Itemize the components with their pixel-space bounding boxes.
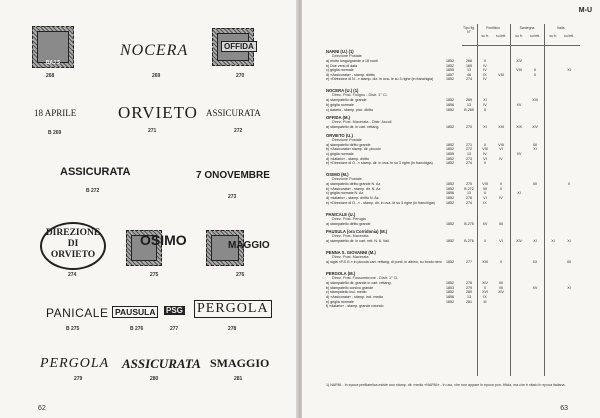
row-description: c) datario - stamp. picc. diritto xyxy=(326,107,374,112)
entry-subtitle: Direz. Post. Perugia xyxy=(332,216,366,221)
entry-subtitle: Direzione Postale xyxy=(332,137,362,142)
row-rarity-value: V xyxy=(483,161,487,166)
row-description: d) «Assicurata» - stamp. incl. medio xyxy=(326,295,384,299)
row-description: b) stampatello corsivo grande xyxy=(326,285,374,290)
entry-subtitle: Direz. Post. Macerata xyxy=(332,255,369,260)
col-sub-3: su lett. xyxy=(530,34,540,38)
stamp-image-268: BAJ 5 xyxy=(32,26,74,68)
row-year: 1852 xyxy=(446,107,454,112)
row-rarity-value: IX xyxy=(483,200,487,205)
postmark-orvieto: ORVIETO xyxy=(118,103,198,122)
row-fig-number: 13 xyxy=(467,295,471,299)
row-rarity-value: II xyxy=(534,68,536,73)
row-fig-number: 278 xyxy=(466,281,472,286)
caption-272: 272 xyxy=(234,128,243,134)
row-year: 1852 xyxy=(446,125,454,130)
row-description: a) molto lungo/grande a 18 vuoti xyxy=(326,59,378,63)
row-rarity-value: VIII xyxy=(498,142,504,147)
entry-subtitle: Direz. Post. Macerata - Distr. Ascoli xyxy=(332,120,392,125)
row-rarity-value: XI xyxy=(567,68,571,73)
row-rarity-value: VI xyxy=(499,147,503,152)
col-header-pontificio: Pontificio xyxy=(486,26,500,30)
row-rarity-value: XII xyxy=(498,221,504,226)
row-rarity-value: XIII xyxy=(498,125,504,130)
caption-275: 275 xyxy=(150,272,159,278)
row-fig-number: 275 xyxy=(466,182,472,187)
caption-273: 273 xyxy=(228,194,237,200)
row-description: b) «Assicurata» - stamp. dir. N. Az. xyxy=(326,186,382,191)
row-rarity-value: X xyxy=(483,59,487,63)
postmark-pergola-boxed: PERGOLA xyxy=(194,300,272,318)
row-rarity-value: XV xyxy=(516,103,522,107)
row-rarity-value: IX xyxy=(483,72,487,77)
row-rarity-value: XV xyxy=(532,285,538,290)
row-rarity-value: VI xyxy=(483,156,487,161)
row-year: 1856 xyxy=(446,191,454,196)
row-description: a) stampatello diritto grande N. Az. xyxy=(326,182,382,187)
col-sub-0: su fr. xyxy=(481,34,489,38)
entry-title: PANICALE (U.) xyxy=(326,211,356,217)
row-description: b) griglia normale xyxy=(326,103,354,107)
page-number-right: 63 xyxy=(560,405,568,412)
row-year: 1852 xyxy=(446,239,454,244)
page-number-left: 62 xyxy=(38,405,46,412)
header-rule xyxy=(462,45,580,46)
row-rarity-value: IV xyxy=(483,152,487,156)
row-fig-number: 274 xyxy=(466,77,472,82)
row-rarity-value: XIII xyxy=(482,260,488,265)
row-rarity-value: V xyxy=(499,182,503,187)
entry-title: PAUSULA (ora Corridonia) (M.) xyxy=(326,229,388,235)
col-rule-3 xyxy=(544,24,545,376)
entry-title: ORVIETO (U.) xyxy=(326,132,353,138)
row-rarity-value: V xyxy=(483,107,487,112)
row-description: a) stampatello dir. in cart. rett. N. 8. Vall. xyxy=(326,239,390,244)
row-year: 1857 xyxy=(446,72,454,77)
postmark-assicurata-italic: ASSICURATA xyxy=(122,356,201,371)
entry-subtitle: Direzione Postale xyxy=(332,54,362,58)
postmark-oval-direzione-orvieto: DIREZIONE DI ORVIETO xyxy=(40,222,106,270)
row-year: 1855 xyxy=(446,152,454,156)
row-rarity-value: XX xyxy=(532,260,538,265)
row-rarity-value: XIV xyxy=(532,125,538,130)
row-year: 1852 xyxy=(446,221,454,226)
caption-280: 280 xyxy=(150,376,159,382)
row-rarity-value: VI xyxy=(483,196,487,200)
footnote: 1) NARNI - In epoca prefilatelica esiste uno stamp. dir. medio «NARNI» - in uso, che non appare in epoca pon- tificia, ma che è citato in epoca italiana. xyxy=(326,383,566,387)
row-rarity-value: IV xyxy=(483,77,487,82)
row-fig-number: 274 xyxy=(466,161,472,166)
postmark-maggio: MAGGIO xyxy=(228,240,270,251)
col-sub-4: su fr. xyxy=(549,34,557,38)
entry-title: NARNI (U.) (1) xyxy=(326,49,354,54)
row-description: a) stampatello dir. in cart. rettang. xyxy=(326,125,380,130)
section-head: M-U xyxy=(578,7,592,14)
caption-b276: B 276 xyxy=(130,326,144,332)
caption-278: 278 xyxy=(228,326,237,332)
col-sub-5: su lett. xyxy=(564,34,574,38)
caption-279: 279 xyxy=(74,376,83,382)
row-description: a) stampatello diritto grande xyxy=(326,142,371,147)
row-year: 1852 xyxy=(446,156,454,161)
row-year: 1852 xyxy=(446,142,454,147)
row-rarity-value: X xyxy=(499,186,503,191)
row-rarity-value: IV xyxy=(499,156,503,161)
postmark-nocera: NOCERA xyxy=(120,42,189,59)
entry-subtitle: Direzione Postale xyxy=(332,177,362,182)
row-rarity-value: XI xyxy=(517,191,521,196)
caption-b272: B 272 xyxy=(86,188,100,194)
row-fig-number: 269 xyxy=(466,98,472,103)
row-rarity-value: XIV xyxy=(482,281,488,286)
col-header-sardegna: Sardegna xyxy=(519,26,535,30)
row-rarity-value: XI xyxy=(567,239,571,244)
postmark-smaggio: SMAGGIO xyxy=(210,356,270,370)
row-rarity-value: XIV xyxy=(498,290,504,295)
col-sub-1: su lett. xyxy=(496,34,506,38)
caption-277: 277 xyxy=(170,326,179,332)
row-year: 1852 xyxy=(446,161,454,166)
row-year: 1852 xyxy=(446,299,454,304)
postmark-18-aprile: 18 APRILE xyxy=(34,108,77,118)
row-year: 1852 xyxy=(446,200,454,205)
row-rarity-value: VII xyxy=(498,285,504,290)
row-year: 1852 xyxy=(446,290,454,295)
row-rarity-value: XVI xyxy=(482,290,488,295)
row-fig-number: 280 xyxy=(466,290,472,295)
row-rarity-value: IV xyxy=(483,68,487,73)
row-fig-number: 13 xyxy=(467,103,471,107)
caption-271: 271 xyxy=(148,128,157,134)
row-rarity-value: VIII xyxy=(482,147,488,152)
row-year: 1852 xyxy=(446,77,454,82)
row-fig-number: B.269 xyxy=(464,107,474,112)
row-rarity-value: III xyxy=(483,299,487,304)
row-description: d) «datario» - stamp. diritto N. Az. xyxy=(326,196,380,200)
row-fig-number: 268 xyxy=(466,59,472,63)
row-description: e) «Direzione di O...» stamp. dir. in ova- le su 3 righe (in franchigia) xyxy=(326,161,433,166)
row-rarity-value: VIII xyxy=(482,182,488,187)
row-year: 1853 xyxy=(446,285,454,290)
postmark-osimo: OSIMO xyxy=(140,232,187,248)
row-rarity-value: XIV xyxy=(516,239,522,244)
row-fig-number: 165 xyxy=(466,63,472,68)
row-rarity-value: VIII xyxy=(516,68,522,73)
stamp-image-270: OFFIDA xyxy=(212,28,254,66)
entry-subtitle: Direz. Post. Fossombrone - Distr. 1° Cl. xyxy=(332,276,399,281)
row-rarity-value: XI xyxy=(533,147,537,152)
postmark-assicurata-bold: ASSICURATA xyxy=(60,166,131,178)
row-rarity-value: IV xyxy=(499,196,503,200)
entry-title: OSIMO (M.) xyxy=(326,172,349,178)
entry-title: NOCERA (U.) (1) xyxy=(326,88,359,94)
row-description: b) «Assicurata» stamp. dir. piccolo xyxy=(326,147,381,152)
row-rarity-value: XI xyxy=(567,285,571,290)
postmark-pausula: PAUSULA xyxy=(112,306,158,318)
row-description: e) griglia normale xyxy=(326,299,354,304)
row-rarity-value: VI xyxy=(499,239,503,244)
postmark-panicale: PANICALE xyxy=(46,306,109,320)
col-header-italia: Italia xyxy=(557,26,565,30)
row-year: 1852 xyxy=(446,59,454,63)
caption-270: 270 xyxy=(236,73,245,79)
row-description: c) griglia normale xyxy=(326,68,354,73)
row-rarity-value: XII xyxy=(566,260,572,265)
row-fig-number: 281 xyxy=(466,299,472,304)
row-rarity-value: XII xyxy=(482,186,488,191)
row-rarity-value: XIII xyxy=(532,98,538,103)
row-description: d) «datario» - stamp. diritto xyxy=(326,156,369,161)
row-description: a) stampatello dir. grande in cart. rettang. xyxy=(326,281,392,286)
row-description: a) sigla «P.S.G.» in piccola cart. rettang. di punti, in albino, su fondo nero xyxy=(326,260,442,265)
row-description: c) griglia normale xyxy=(326,152,354,156)
row-description: e) «Direzione di O...» - stamp. dir. in ova- le su 3 righe (in franchigia) xyxy=(326,200,435,205)
row-year: 1856 xyxy=(446,295,454,299)
row-rarity-value: X xyxy=(533,72,537,77)
row-year: 1856 xyxy=(446,103,454,107)
caption-b269: B 269 xyxy=(48,130,62,136)
caption-268: 268 xyxy=(46,73,55,79)
left-page xyxy=(0,0,298,418)
row-rarity-value: XIV xyxy=(516,59,522,63)
caption-b275: B 275 xyxy=(66,326,80,332)
row-year: 1852 xyxy=(446,98,454,103)
row-fig-number: 274 xyxy=(466,200,472,205)
row-description: a) stampatello diritto grande xyxy=(326,221,371,226)
row-rarity-value: XII xyxy=(498,281,504,286)
postmark-pergola-italic: PERGOLA xyxy=(40,356,110,371)
row-fig-number: 46 xyxy=(467,72,471,77)
row-fig-number: 272 xyxy=(466,147,472,152)
caption-276: 276 xyxy=(236,272,245,278)
row-rarity-value: XV xyxy=(482,221,488,226)
row-rarity-value: X xyxy=(483,285,487,290)
row-description: d) «Assicurata» - stamp. diritto xyxy=(326,72,375,77)
row-description: f) «datario» - stamp. grande rotondo xyxy=(326,304,384,309)
row-rarity-value: XIX xyxy=(516,125,522,130)
row-description: c) stampatello incl. medio xyxy=(326,290,367,295)
row-description: a) stampatello dir. grande xyxy=(326,98,367,103)
caption-269: 269 xyxy=(152,73,161,79)
row-rarity-value: IV xyxy=(483,63,487,68)
right-page xyxy=(302,0,600,418)
row-year: 1852 xyxy=(446,260,454,265)
row-rarity-value: XI xyxy=(533,239,537,244)
postmark-psg: PSG xyxy=(166,306,183,315)
row-fig-number: 279 xyxy=(466,285,472,290)
row-fig-number: 13 xyxy=(467,152,471,156)
row-fig-number: 276 xyxy=(466,196,472,200)
row-rarity-value: X xyxy=(567,182,571,187)
row-rarity-value: IV xyxy=(483,103,487,107)
caption-281: 281 xyxy=(234,376,243,382)
row-fig-number: 277 xyxy=(466,260,472,265)
row-year: 1852 xyxy=(446,63,454,68)
row-fig-number: B.272 xyxy=(464,186,474,191)
row-fig-number: 271 xyxy=(466,142,472,147)
entry-title: PENNA S. GIOVANNI (M.) xyxy=(326,250,376,256)
col-sub-2: su fr. xyxy=(515,34,523,38)
row-year: 1852 xyxy=(446,186,454,191)
row-fig-number: 13 xyxy=(467,191,471,196)
row-fig-number: 270 xyxy=(466,125,472,130)
row-year: 1855 xyxy=(446,68,454,73)
col-header-num: Tipo fig. N° xyxy=(463,26,475,34)
row-description: c) griglia normale N. Az. xyxy=(326,191,365,196)
row-rarity-value: II xyxy=(484,191,486,196)
entry-title: OFFIDA (M.) xyxy=(326,115,351,121)
postmark-7-onovembre: 7 ONOVEMBRE xyxy=(196,170,270,181)
row-year: 1852 xyxy=(446,147,454,152)
row-rarity-value: XII xyxy=(532,142,538,147)
row-rarity-value: X xyxy=(483,142,487,147)
row-year: 1852 xyxy=(446,281,454,286)
col-rule-2 xyxy=(510,24,511,376)
row-fig-number: B.276 xyxy=(464,239,474,244)
row-rarity-value: X xyxy=(499,260,503,265)
row-rarity-value: XI xyxy=(483,98,487,103)
row-description: e) «Direzione di N...» stamp. diz. in ova- le su 3 righe (in franchigia) xyxy=(326,77,434,82)
caption-274: 274 xyxy=(68,272,77,278)
entry-subtitle: Direz. Post. Foligno - Distr. 1° Cl. xyxy=(332,93,388,98)
row-fig-number: B.275 xyxy=(464,221,474,226)
row-rarity-value: XI xyxy=(483,125,487,130)
row-year: 1852 xyxy=(446,182,454,187)
entry-subtitle: Direz. Post. Macerata xyxy=(332,234,369,239)
entry-title: PERGOLA (M.) xyxy=(326,271,356,277)
row-rarity-value: XV xyxy=(516,152,522,156)
row-description: b) Due versi di data xyxy=(326,63,358,68)
row-year: 1852 xyxy=(446,196,454,200)
row-rarity-value: X xyxy=(483,239,487,244)
postmark-assicurata-small: ASSICURATA xyxy=(206,108,261,118)
row-rarity-value: XII xyxy=(532,182,538,187)
row-rarity-value: XI xyxy=(551,239,555,244)
row-rarity-value: VIII xyxy=(498,72,504,77)
row-fig-number: 13 xyxy=(467,68,471,73)
row-fig-number: 273 xyxy=(466,156,472,161)
row-rarity-value: IX xyxy=(483,295,487,299)
